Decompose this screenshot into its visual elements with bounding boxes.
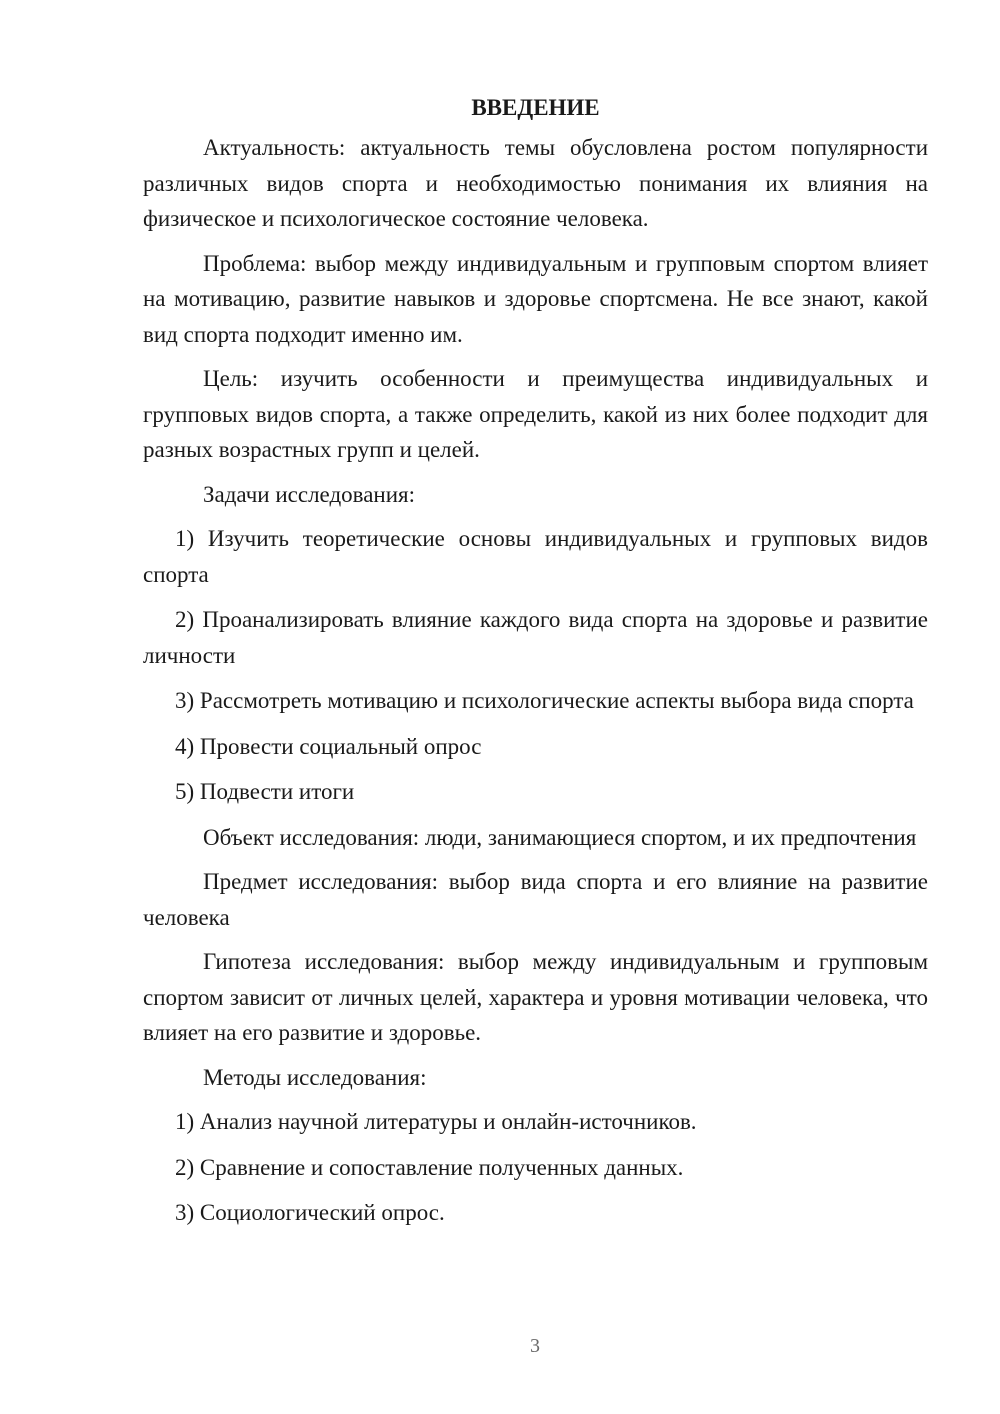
hypothesis-paragraph: Гипотеза исследования: выбор между индивидуальным и групповым спортом зависит от личных целей, характера и уровня мотивации человека, что влияет на его развитие и здоровье. <box>143 949 928 1045</box>
document-title: ВВЕДЕНИЕ <box>471 95 600 120</box>
tasks-list <box>143 521 928 810</box>
task-item-5: 5) Подвести итоги <box>175 779 355 804</box>
task-item-1: 1) Изучить теоретические основы индивидуальных и групповых видов спорта <box>143 526 928 587</box>
page-number: 3 <box>530 1335 540 1357</box>
tasks-heading: Задачи исследования: <box>203 481 416 507</box>
methods-heading: Методы исследования: <box>203 1064 427 1090</box>
document-page <box>143 90 928 1241</box>
method-item-1: 1) Анализ научной литературы и онлайн-источников. <box>175 1109 697 1134</box>
task-item-4: 4) Провести социальный опрос <box>175 733 482 759</box>
object-paragraph: Объект исследования: люди, занимающиеся спортом, и их предпочтения <box>203 824 917 850</box>
problem-paragraph: Проблема: выбор между индивидуальным и групповым спортом влияет на мотивацию, развитие навыков и здоровье спортсмена. Не все знают, какой вид спорта подходит именно им. <box>143 250 928 347</box>
subject-paragraph: Предмет исследования: выбор вида спорта и его влияние на развитие человека <box>143 869 928 930</box>
method-item-3: 3) Социологический опрос. <box>175 1200 445 1225</box>
method-item-2: 2) Сравнение и сопоставление полученных данных. <box>175 1154 684 1180</box>
relevance-paragraph: Актуальность: актуальность темы обусловлена ростом популярности различных видов спорта и необходимостью понимания их влияния на физическое и психологическое состояние человека. <box>143 135 928 231</box>
methods-list <box>143 1104 928 1231</box>
task-item-3: 3) Рассмотреть мотивацию и психологические аспекты выбора вида спорта <box>175 688 914 713</box>
task-item-2: 2) Проанализировать влияние каждого вида спорта на здоровье и развитие личности <box>143 607 928 668</box>
goal-paragraph: Цель: изучить особенности и преимущества индивидуальных и групповых видов спорта, а также определить, какой из них более подходит для разных возрастных групп и целей. <box>143 366 928 462</box>
